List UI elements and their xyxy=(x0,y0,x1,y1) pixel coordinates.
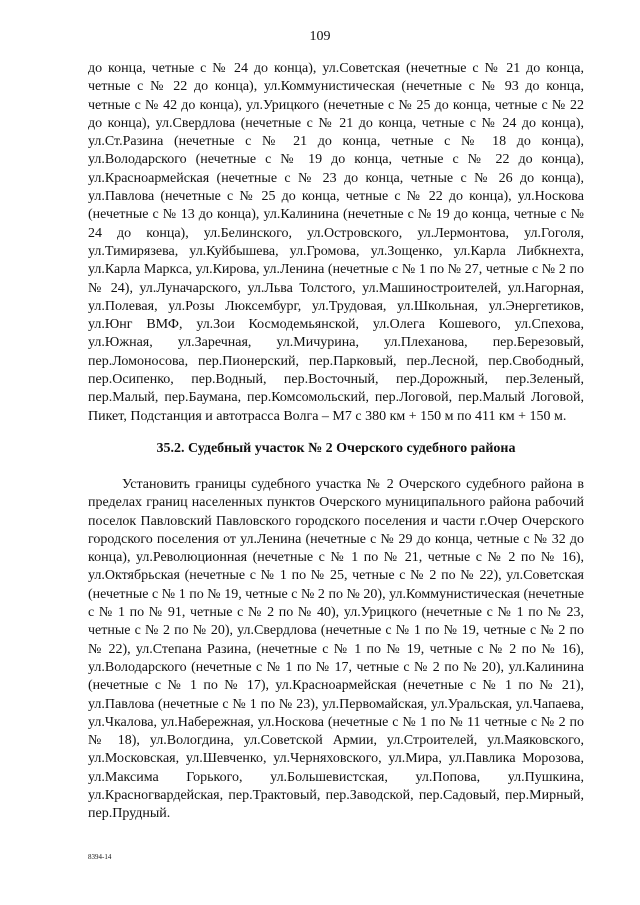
section-heading: 35.2. Судебный участок № 2 Очерского судебного района xyxy=(156,441,516,456)
page-number: 109 xyxy=(309,29,331,44)
document-code: 8394-14 xyxy=(88,853,112,861)
continuation-paragraph: до конца, четные с № 24 до конца), ул.Советская (нечетные с № 21 до конца, четные с № 22 до конца), ул.Коммунистическая (нечетные с № 93 до конца, четные с № 42 до конца), ул.Урицкого (нечетные с № 25 до конца, четные с № 22 до конца), ул.Свердлова (нечетные с № 21 до конца, четные с № 24 до конца), ул.Ст.Разина (нечетные с № 21 до конца, четные с № 18 до конца), ул.Володарского (нечетные с № 19 до конца, четные с № 22 до конца), ул.Красноармейская (нечетные с № 23 до конца, четные с № 26 до конца), ул.Павлова (нечетные с № 25 до конца, четные с № 22 до конца), ул.Носкова (нечетные с № 13 до конца), ул.Калинина (нечетные с № 19 до конца, четные с № 24 до конца), ул.Белинского, ул.Островского, ул.Лермонтова, ул.Гоголя, ул.Тимирязева, ул.Куйбышева, ул.Громова, ул.Зощенко, ул.Карла Либкнехта, ул.Карла Маркса, ул.Кирова, ул.Ленина (нечетные с № 1 по № 27, четные с № 2 по № 24), ул.Луначарского, ул.Льва Толстого, ул.Машиностроителей, ул.Нагорная, ул.Полевая, ул.Розы Люксембург, ул.Трудовая, ул.Школьная, ул.Энергетиков, ул.Юнг ВМФ, ул.Зои Космодемьянской, ул.Олега Кошевого, ул.Спехова, ул.Южная, ул.Заречная, ул.Мичурина, ул.Плеханова, пер.Березовый, пер.Ломоносова, пер.Пионерский, пер.Парковый, пер.Лесной, пер.Свободный, пер.Осипенко, пер.Водный, пер.Восточный, пер.Дорожный, пер.Зеленый, пер.Малый, пер.Баумана, пер.Комсомольский, пер.Логовой, пер.Малый Логовой, Пикет, Подстанция и автотрасса Волга – М7 с 380 км + 150 м по 411 км + 150 м. xyxy=(88,61,584,424)
section-body-paragraph: Установить границы судебного участка № 2 Очерского судебного района в пределах границ населенных пунктов Очерского муниципального района рабочий поселок Павловский Павловского городского поселения и части г.Очер Очерского городского поселения от ул.Ленина (нечетные с № 29 до конца, четные с № 32 до конца), ул.Революционная (нечетные с № 1 по № 21, четные с № 2 по № 16), ул.Октябрьская (нечетные с № 1 по № 25, четные с № 2 по № 22), ул.Советская (нечетные с № 1 по № 19, четные с № 2 по № 20), ул.Коммунистическая (нечетные с № 1 по № 91, четные с № 2 по № 40), ул.Урицкого (нечетные с № 1 по № 23, четные с № 2 по № 20), ул.Свердлова (нечетные с № 1 по № 19, четные с № 2 по № 22), ул.Степана Разина, (нечетные с № 1 по № 19, четные с № 2 по № 16), ул.Володарского (нечетные с № 1 по № 17, четные с № 2 по № 20), ул.Калинина (нечетные с № 1 по № 17), ул.Красноармейская (нечетные с № 1 по № 21), ул.Павлова (нечетные с № 1 по № 23), ул.Первомайская, ул.Уральская, ул.Чапаева, ул.Чкалова, ул.Набережная, ул.Носкова (нечетные с № 1 по № 11 четные с № 2 по № 18), ул.Вологдина, ул.Советской Армии, ул.Строителей, ул.Маяковского, ул.Московская, ул.Шевченко, ул.Черняховского, ул.Мира, ул.Павлика Морозова, ул.Максима Горького, ул.Большевистская, ул.Попова, ул.Пушкина, ул.Красногвардейская, пер.Трактовый, пер.Заводской, пер.Садовый, пер.Мирный, пер.Прудный. xyxy=(88,477,584,822)
